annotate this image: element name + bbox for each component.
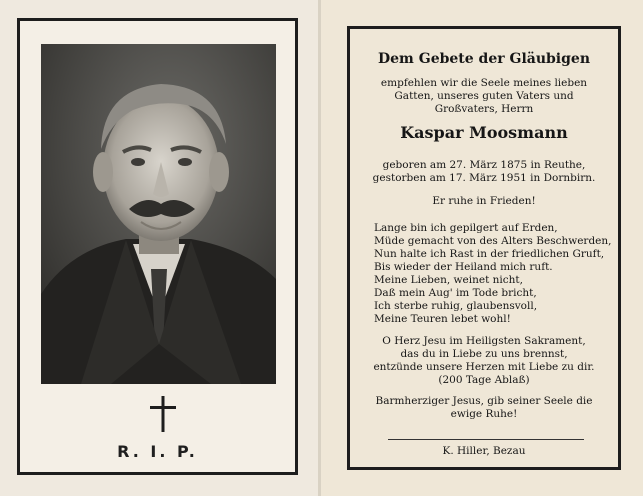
prayer-line: das du in Liebe zu uns brennst, (400, 348, 568, 360)
black-border-frame (347, 26, 621, 470)
rest-line: Er ruhe in Frieden! (432, 195, 536, 207)
intro-line: Gatten, unseres guten Vaters und (394, 90, 574, 102)
divider (388, 439, 584, 440)
heading: Dem Gebete der Gläubigen (378, 51, 590, 67)
poem-line: Müde gemacht von des Alters Beschwerden, (374, 235, 612, 247)
portrait-photo (41, 44, 276, 384)
plea-line: ewige Ruhe! (450, 408, 518, 420)
memorial-card-back (321, 0, 643, 496)
poem-line: Meine Teuren lebet wohl! (374, 313, 511, 325)
prayer-line: O Herz Jesu im Heiligsten Sakrament, (382, 335, 586, 347)
cross-icon (148, 396, 178, 432)
prayer-line: entzünde unsere Herzen mit Liebe zu dir. (373, 361, 595, 373)
poem-line: Bis wieder der Heiland mich ruft. (374, 261, 553, 273)
memorial-card-front (0, 0, 318, 496)
poem-line: Daß mein Aug' im Tode bricht, (374, 287, 537, 299)
deceased-name: Kaspar Moosmann (400, 123, 568, 142)
poem-line: Lange bin ich gepilgert auf Erden, (374, 222, 558, 234)
intro-line: empfehlen wir die Seele meines lieben (380, 77, 588, 89)
plea-line: Barmherziger Jesus, gib seiner Seele die (375, 395, 593, 407)
intro-line: Großvaters, Herrn (434, 103, 534, 115)
black-border-frame (17, 18, 298, 475)
poem-line: Meine Lieben, weinet nicht, (374, 274, 523, 286)
prayer-line: (200 Tage Ablaß) (438, 374, 530, 386)
printer-credit: K. Hiller, Bezau (442, 445, 526, 457)
poem-line: Nun halte ich Rast in der friedlichen Gruft, (374, 248, 605, 260)
rip-text: R. I. P. (117, 442, 198, 461)
birth-line: geboren am 27. März 1875 in Reuthe, (382, 159, 586, 171)
death-line: gestorben am 17. März 1951 in Dornbirn. (372, 172, 596, 184)
poem-line: Ich sterbe ruhig, glaubensvoll, (374, 300, 538, 312)
